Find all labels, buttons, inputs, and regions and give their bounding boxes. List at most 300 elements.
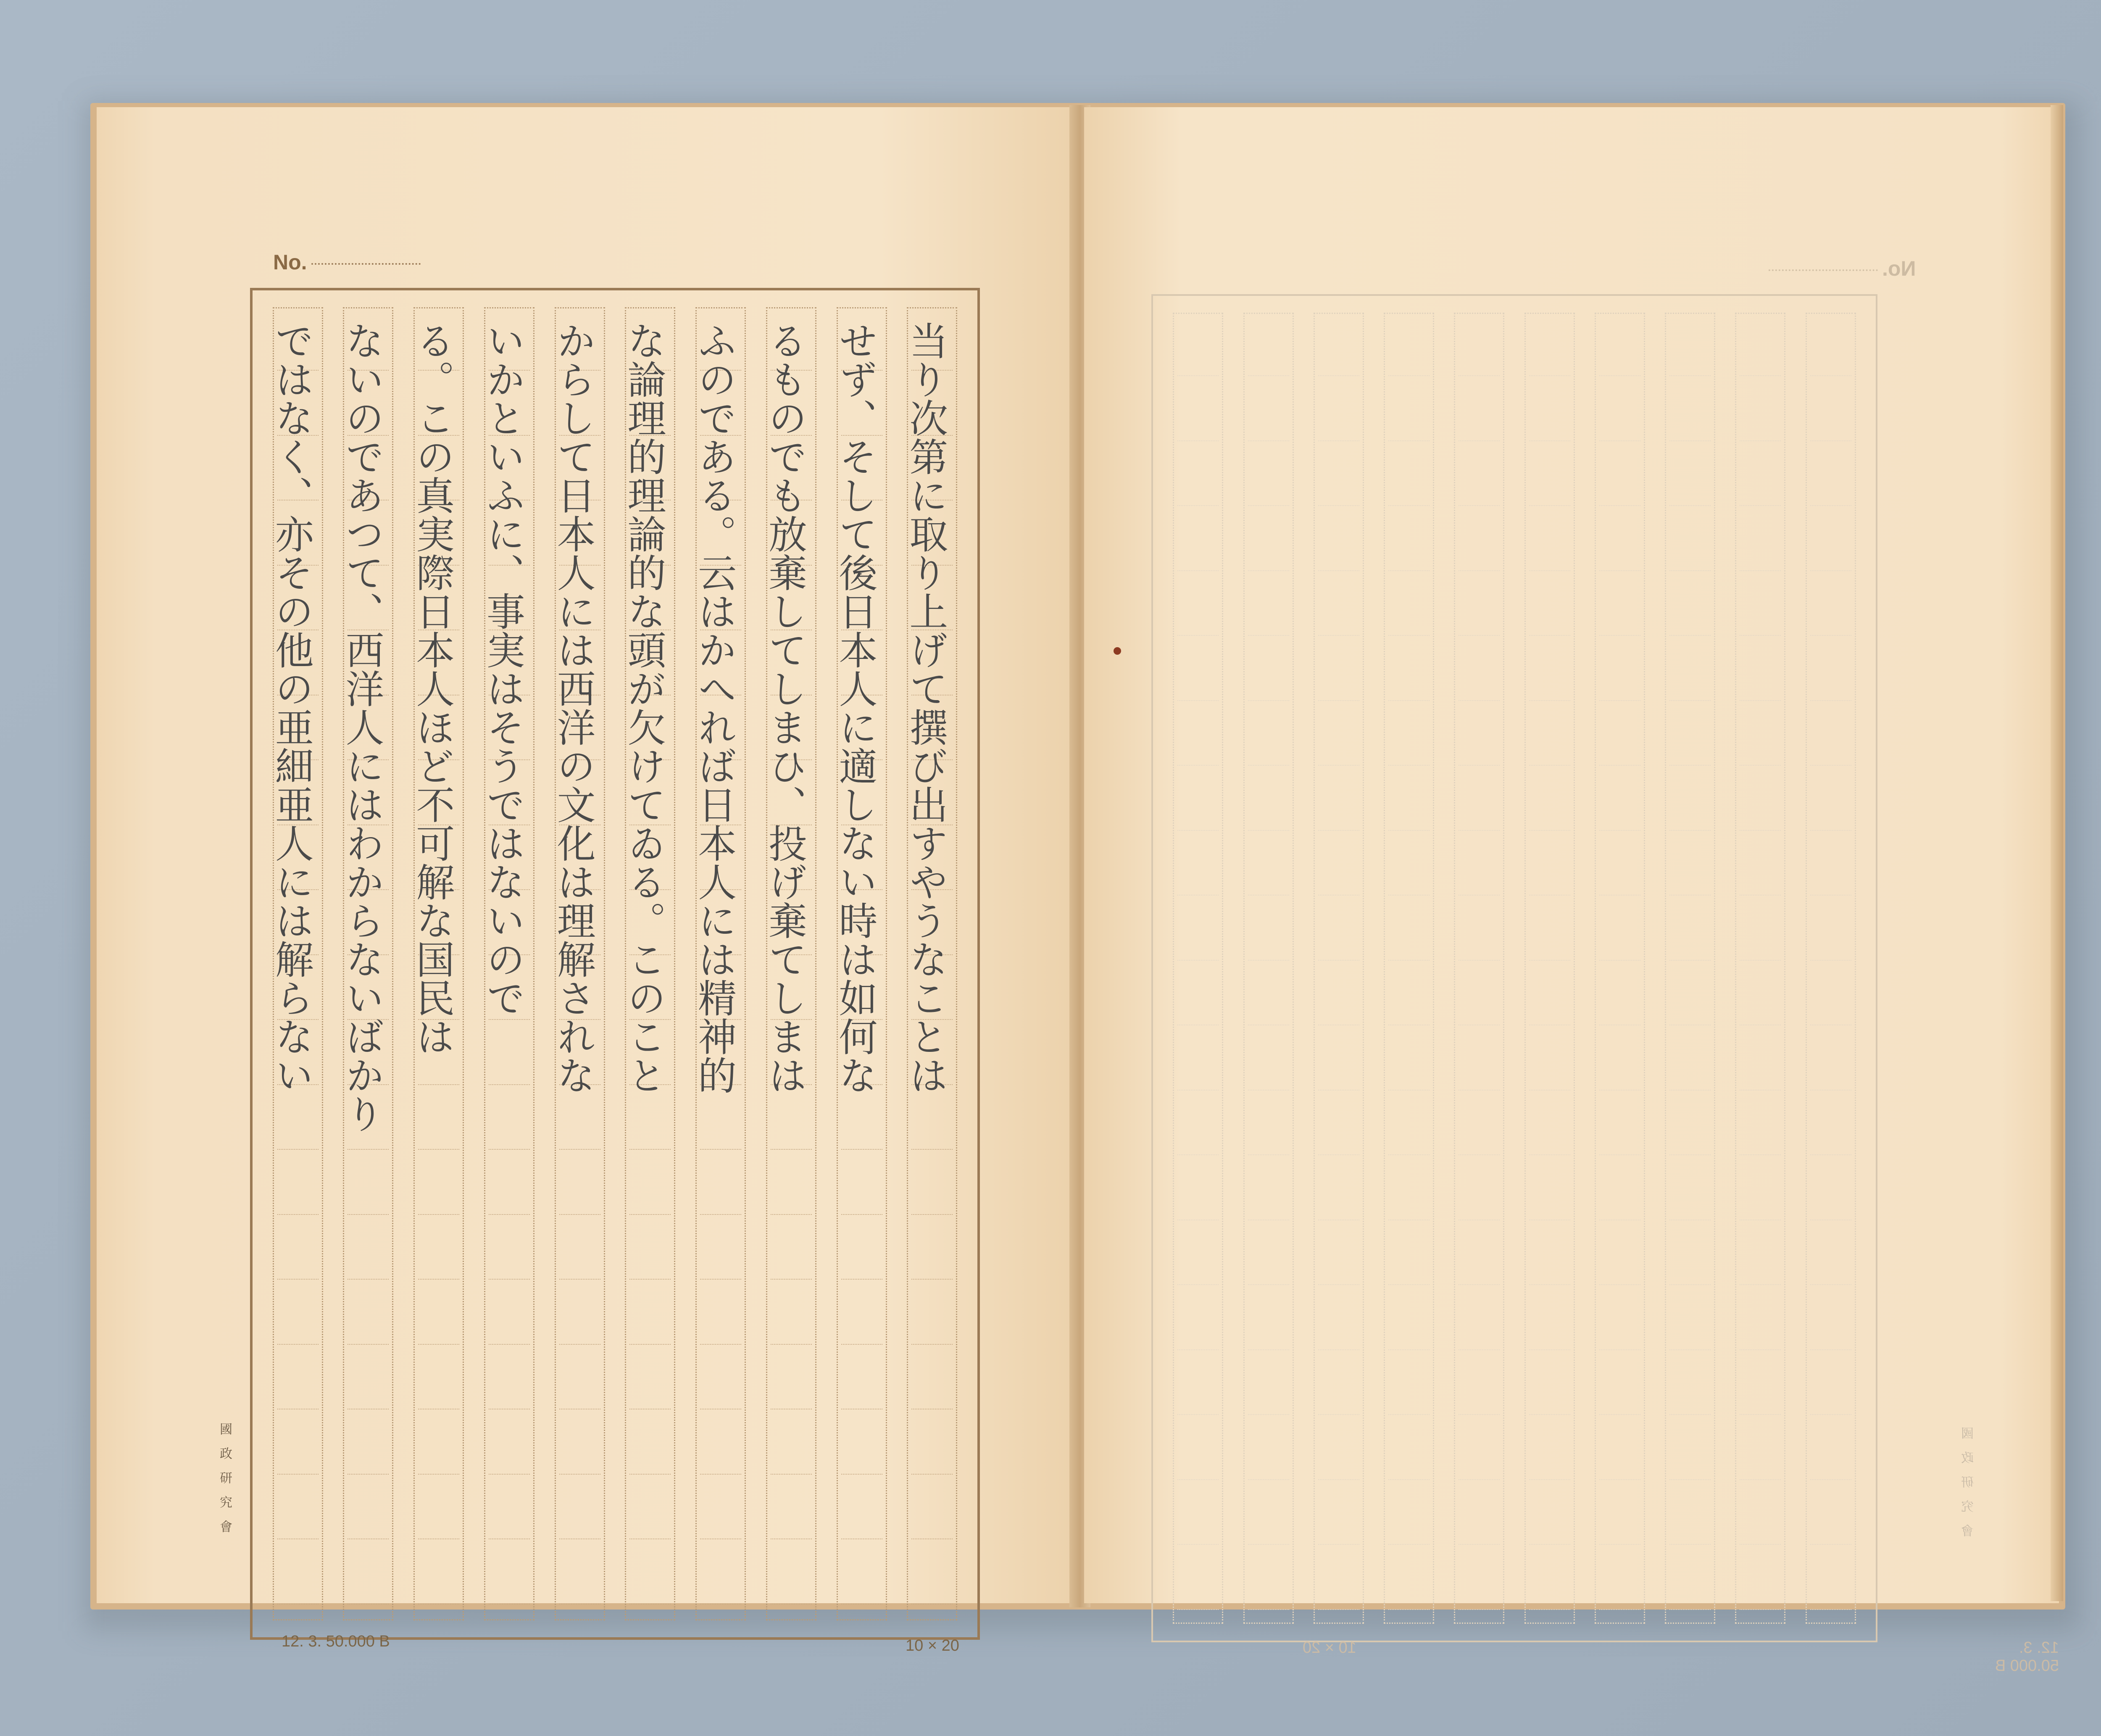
grid-cell [1388,1548,1430,1610]
grid-cell [1459,963,1500,1025]
print-code-mirrored: 12. 3. 50.000 B [1995,1639,2059,1675]
grid-cell [1810,769,1851,831]
grid-cell [1388,833,1430,896]
grid-cell [771,1477,812,1539]
column-text: ではなく、亦その他の亜細亜人には解らない [269,321,314,1094]
grid-cell [1669,1483,1711,1545]
manuscript-column [1384,313,1434,1624]
grid-cell [1459,1158,1500,1220]
manuscript-column [1454,313,1504,1624]
grid-cell [1599,898,1640,961]
grid-cell [1599,1548,1640,1610]
grid-cell [1248,509,1289,571]
grid-cell [1318,379,1359,441]
manuscript-grid-showthrough [1151,294,1877,1642]
manuscript-column [550,307,605,1620]
grid-cell [1248,1158,1289,1220]
grid-cell [1740,898,1781,961]
grid-cell [1740,314,1781,376]
grid-cell [1740,574,1781,636]
grid-cell [1740,1223,1781,1285]
grid-cell [1388,1353,1430,1415]
grid-cell [1529,1223,1570,1285]
page-number-blank [311,263,421,265]
column-text: からして日本人には西洋の文化は理解されな [550,321,596,1094]
grid-cell [629,1283,671,1345]
grid-cell [1177,574,1219,636]
grid-cell [348,1412,389,1475]
grid-cell [1388,703,1430,766]
grid-cell [1669,769,1711,831]
grid-cell [418,1217,459,1280]
grid-cell [1669,1093,1711,1155]
grid-cell [1810,1353,1851,1415]
grid-cell [1459,639,1500,701]
grid-cell [1599,1418,1640,1480]
grid-cell [1529,1483,1570,1545]
grid-cell [1459,703,1500,766]
grid-cell [1669,1353,1711,1415]
grid-cell [1740,833,1781,896]
grid-cell [1248,1223,1289,1285]
grid-cell [1669,898,1711,961]
grid-cell [1740,444,1781,506]
column-text: る。この真実際日本人ほど不可解な国民は [410,321,455,1056]
grid-cell [911,1217,953,1280]
grid-cell [1318,703,1359,766]
grid-cell [1318,963,1359,1025]
manuscript-column [762,307,816,1620]
grid-cell [1459,898,1500,961]
grid-cell [1318,509,1359,571]
grid-cell [1669,833,1711,896]
grid-cell [1669,1028,1711,1091]
grid-cell [1177,1223,1219,1285]
column-text: 当り次第に取り上げて撰び出すやうなことは [903,321,948,1094]
grid-cell [771,1283,812,1345]
grid-cell [1599,1223,1640,1285]
grid-cell [348,1217,389,1280]
grid-cell [1318,1028,1359,1091]
grid-cell [1177,444,1219,506]
grid-cell [911,1477,953,1539]
grid-cell [1810,833,1851,896]
ink-spot [1114,647,1121,655]
grid-cell [629,1153,671,1215]
grid-cell [1318,1548,1359,1610]
grid-cell [1669,703,1711,766]
grid-cell [911,1347,953,1409]
grid-cell [771,1412,812,1475]
grid-cell [1599,769,1640,831]
page-number-text: No. [273,250,307,274]
grid-cell [1810,379,1851,441]
grid-cell [559,1412,600,1475]
grid-cell [1318,1158,1359,1220]
grid-cell [418,1542,459,1604]
grid-cell [771,1347,812,1409]
grid-cell [1529,314,1570,376]
grid-cell [1529,898,1570,961]
grid-cell [489,1477,530,1539]
grid-cell [1318,1223,1359,1285]
grid-cell [1740,639,1781,701]
manuscript-column [1735,313,1785,1624]
grid-cell [1248,639,1289,701]
grid-cell [1388,639,1430,701]
page-edge [2051,105,2063,1601]
manuscript-column [480,307,534,1620]
grid-cell [1529,574,1570,636]
grid-cell [1529,1418,1570,1480]
grid-cell [1529,963,1570,1025]
grid-cell [1318,1418,1359,1480]
grid-cell [1810,574,1851,636]
grid-cell [1248,1353,1289,1415]
manuscript-column [1243,313,1294,1624]
grid-cell [1669,1288,1711,1350]
grid-cell [1248,1288,1289,1350]
grid-cell [277,1153,319,1215]
manuscript-column [621,307,675,1620]
grid-cell [1740,703,1781,766]
grid-cell [489,1088,530,1150]
grid-cell [1459,509,1500,571]
grid-cell [700,1153,741,1215]
grid-size-label-mirrored: 10 × 20 [1303,1639,1356,1657]
grid-cell [1740,1483,1781,1545]
grid-cell [559,1542,600,1604]
column-text: ふのである。云はかへれば日本人には精神的 [692,321,737,1094]
grid-cell [1318,769,1359,831]
page-number-blank [1769,269,1878,271]
grid-cell [1669,379,1711,441]
grid-cell [348,1153,389,1215]
grid-cell [700,1542,741,1604]
grid-cell [1177,1028,1219,1091]
grid-cell [1177,639,1219,701]
grid-cell [841,1088,882,1150]
grid-cell [1810,1223,1851,1285]
manuscript-column [1806,313,1856,1624]
grid-cell [277,1477,319,1539]
grid-cell [1529,1028,1570,1091]
grid-cell [1529,379,1570,441]
grid-cell [1669,509,1711,571]
grid-cell [1810,1418,1851,1480]
grid-cell [1669,444,1711,506]
grid-cell [1318,444,1359,506]
grid-cell [1810,444,1851,506]
grid-cell [1599,833,1640,896]
grid-cell [1177,314,1219,376]
grid-cell [1459,1288,1500,1350]
grid-cell [1177,379,1219,441]
grid-cell [1529,833,1570,896]
grid-cell [348,1283,389,1345]
manuscript-column [832,307,887,1620]
grid-cell [1177,833,1219,896]
grid-cell [1318,1288,1359,1350]
grid-cell [1529,444,1570,506]
grid-cell [1177,509,1219,571]
grid-cell [418,1477,459,1539]
grid-cell [1248,574,1289,636]
grid-cell [1669,1158,1711,1220]
column-text: な論理的理論的な頭が欠けてゐる。このこと [621,321,666,1094]
grid-cell [1248,1548,1289,1610]
grid-cell [277,1088,319,1150]
grid-cell [1459,1093,1500,1155]
grid-cell [1810,898,1851,961]
grid-cell [277,1542,319,1604]
grid-cell [911,1153,953,1215]
grid-cell [559,1153,600,1215]
grid-cell [1177,1093,1219,1155]
grid-cell [1669,639,1711,701]
grid-cell [1459,1548,1500,1610]
grid-cell [1248,703,1289,766]
grid-cell [1388,1028,1430,1091]
grid-cell [700,1088,741,1150]
grid-cell [1388,509,1430,571]
grid-cell [1318,1483,1359,1545]
grid-cell [489,1283,530,1345]
grid-cell [348,1542,389,1604]
grid-cell [1388,314,1430,376]
grid-cell [629,1088,671,1150]
grid-cell [1318,1353,1359,1415]
grid-cell [1740,1418,1781,1480]
grid-cell [1529,703,1570,766]
grid-cell [1599,1093,1640,1155]
grid-cell [1318,639,1359,701]
grid-cell [1740,1158,1781,1220]
publisher-mark-mirrored: 國政研究會 [1961,1427,1976,1549]
manuscript-column [1314,313,1364,1624]
manuscript-column [903,307,957,1620]
grid-cell [1810,703,1851,766]
grid-cell [1388,963,1430,1025]
column-text: せず、そして後日本人に適しない時は如何な [832,321,878,1094]
grid-cell [1740,1028,1781,1091]
manuscript-column [1665,313,1715,1624]
grid-cell [629,1217,671,1280]
manuscript-column [1595,313,1645,1624]
grid-cell [1599,1483,1640,1545]
grid-cell [1529,509,1570,571]
publisher-mark: 國政研究會 [217,1423,232,1544]
grid-cell [1810,1093,1851,1155]
grid-cell [277,1347,319,1409]
grid-cell [1810,1483,1851,1545]
grid-cell [1529,1093,1570,1155]
grid-cell [1669,1548,1711,1610]
grid-cell [1740,1288,1781,1350]
grid-cell [559,1088,600,1150]
grid-cell [1388,1483,1430,1545]
grid-cell [559,1283,600,1345]
grid-size-label: 10 × 20 [906,1637,959,1654]
grid-cell [700,1477,741,1539]
grid-cell [489,1412,530,1475]
grid-cell [1459,1028,1500,1091]
grid-cell [1810,639,1851,701]
grid-cell [1248,1483,1289,1545]
grid-cell [1248,444,1289,506]
print-code: 12. 3. 50.000 B [282,1633,390,1650]
grid-cell [1810,1158,1851,1220]
grid-cell [1318,574,1359,636]
grid-cell [1599,963,1640,1025]
grid-cell [1529,639,1570,701]
grid-cell [841,1477,882,1539]
grid-cell [1669,574,1711,636]
grid-cell [1248,1418,1289,1480]
grid-cell [1459,444,1500,506]
grid-cell [1388,444,1430,506]
grid-cell [1669,314,1711,376]
grid-cell [489,1153,530,1215]
grid-cell [1459,574,1500,636]
grid-cell [1318,1093,1359,1155]
grid-cell [418,1283,459,1345]
grid-cell [1599,574,1640,636]
grid-cell [1810,1288,1851,1350]
grid-cell [629,1347,671,1409]
column-text: いかといふに、事実はそうではないので [480,321,525,1017]
grid-cell [1248,379,1289,441]
grid-cell [771,1153,812,1215]
grid-cell [841,1542,882,1604]
grid-cell [559,1347,600,1409]
grid-cell [1599,1028,1640,1091]
grid-cell [1248,833,1289,896]
grid-cell [700,1283,741,1345]
grid-cell [911,1088,953,1150]
manuscript-column [1524,313,1575,1624]
grid-cell [629,1412,671,1475]
grid-cell [1529,1548,1570,1610]
grid-cell [1177,1288,1219,1350]
grid-cell [1740,1353,1781,1415]
manuscript-column [410,307,464,1620]
grid-cell [559,1217,600,1280]
grid-cell [1318,898,1359,961]
grid-cell [1669,1223,1711,1285]
grid-cell [489,1347,530,1409]
grid-cell [348,1477,389,1539]
manuscript-column [269,307,323,1620]
grid-cell [418,1088,459,1150]
grid-cell [1740,769,1781,831]
right-page [1084,107,2059,1675]
grid-cell [1388,769,1430,831]
grid-cell [1459,379,1500,441]
grid-cell [1388,1418,1430,1480]
grid-cell [1318,833,1359,896]
grid-cell [1599,1353,1640,1415]
grid-cell [1388,1223,1430,1285]
grid-cell [1248,314,1289,376]
grid-cell [1177,769,1219,831]
grid-cell [277,1412,319,1475]
grid-cell [1248,1093,1289,1155]
grid-cell [1459,833,1500,896]
grid-cell [841,1217,882,1280]
grid-cell [771,1088,812,1150]
grid-cell [841,1283,882,1345]
column-text: ないのであつて、西洋人にはわからないばかり [339,321,384,1133]
page-number-text: No. [1882,257,1916,280]
column-text: るものでも放棄してしまひ、投げ棄てしまは [762,321,807,1094]
grid-cell [277,1217,319,1280]
grid-cell [1599,509,1640,571]
grid-cell [1248,963,1289,1025]
grid-cell [1177,1158,1219,1220]
grid-cell [1177,963,1219,1025]
manuscript-column [692,307,746,1620]
grid-cell [1459,1418,1500,1480]
grid-cell [1740,379,1781,441]
grid-cell [1459,314,1500,376]
grid-cell [418,1347,459,1409]
grid-cell [1177,703,1219,766]
grid-cell [1388,898,1430,961]
grid-cell [911,1412,953,1475]
grid-cell [1248,769,1289,831]
manuscript-column [1173,313,1223,1624]
grid-cell [1810,1548,1851,1610]
grid-cell [1177,1548,1219,1610]
grid-cell [629,1477,671,1539]
grid-cell [629,1542,671,1604]
grid-cell [1740,509,1781,571]
grid-cell [1318,314,1359,376]
grid-cell [1388,1158,1430,1220]
grid-cell [1459,1483,1500,1545]
grid-cell [771,1217,812,1280]
grid-cell [1599,703,1640,766]
grid-cell [1459,1353,1500,1415]
grid-cell [1599,444,1640,506]
grid-cell [418,1412,459,1475]
grid-cell [700,1217,741,1280]
grid-cell [1810,314,1851,376]
grid-cell [841,1347,882,1409]
grid-cell [1529,1353,1570,1415]
grid-cell [1810,1028,1851,1091]
grid-cell [489,1023,530,1085]
grid-cell [1388,1288,1430,1350]
grid-cell [1669,963,1711,1025]
page-number-label-mirrored [1769,256,1916,281]
grid-cell [1388,574,1430,636]
grid-cell [277,1283,319,1345]
grid-cell [1740,1548,1781,1610]
grid-cell [1459,1223,1500,1285]
grid-cell [418,1153,459,1215]
grid-cell [1599,379,1640,441]
grid-cell [489,1542,530,1604]
grid-cell [348,1347,389,1409]
grid-cell [1248,1028,1289,1091]
grid-cell [1740,963,1781,1025]
grid-cell [1388,379,1430,441]
grid-cell [1599,1288,1640,1350]
grid-cell [1177,898,1219,961]
left-page [97,107,1074,1654]
